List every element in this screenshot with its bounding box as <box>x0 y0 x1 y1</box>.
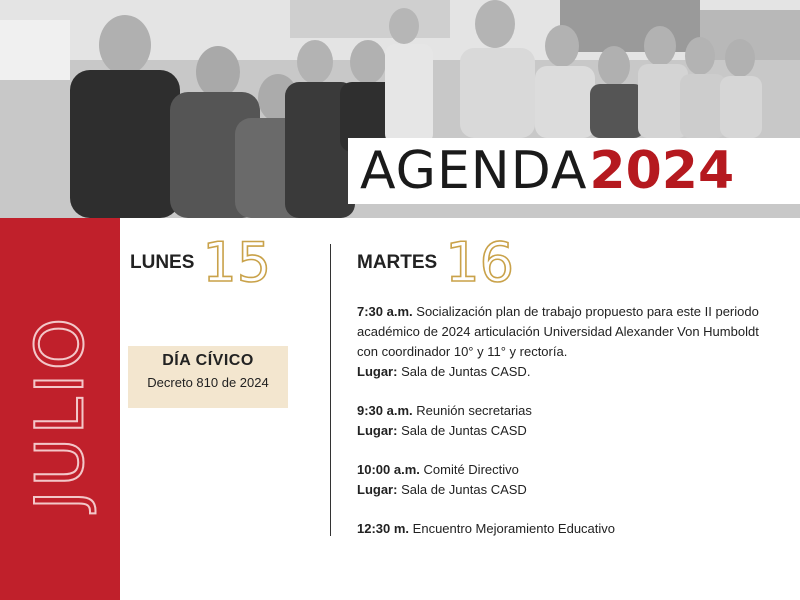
civic-day-decree: Decreto 810 de 2024 <box>147 375 269 390</box>
hero-photo <box>0 0 800 218</box>
event-place: Sala de Juntas CASD <box>401 482 527 497</box>
day-header-tuesday <box>357 231 514 294</box>
event-description: Encuentro Mejoramiento Educativo <box>412 521 616 536</box>
event-time: 9:30 a.m. <box>357 403 413 418</box>
event-item <box>357 519 777 539</box>
day-number-monday: 15 <box>202 231 272 294</box>
day-number-tuesday: 16 <box>445 231 514 294</box>
event-place: Sala de Juntas CASD. <box>401 364 531 379</box>
agenda-title-year: 2024 <box>589 141 735 201</box>
column-divider <box>330 244 331 536</box>
civic-day-box <box>128 346 288 408</box>
event-item <box>357 401 777 441</box>
agenda-title-word: AGENDA <box>360 141 588 201</box>
event-item <box>357 460 777 500</box>
event-place-label: Lugar: <box>357 423 398 438</box>
event-description: Socialización plan de trabajo propuesto para este II periodo académico de 2024 articulación Universidad Alexander Von Humboldt con coordinador 10° y 11° y rectoría. <box>357 304 759 359</box>
day-name-tuesday: MARTES <box>357 252 438 273</box>
event-description: Reunión secretarias <box>416 403 532 418</box>
day-name-monday: LUNES <box>130 252 195 273</box>
event-time: 10:00 a.m. <box>357 462 420 477</box>
event-description: Comité Directivo <box>423 462 519 477</box>
event-item <box>357 302 777 382</box>
event-place: Sala de Juntas CASD <box>401 423 527 438</box>
civic-day-title: DÍA CÍVICO <box>162 352 254 369</box>
event-place-label: Lugar: <box>357 482 398 497</box>
day-header-monday <box>130 231 272 294</box>
tuesday-events <box>357 302 777 558</box>
event-time: 7:30 a.m. <box>357 304 413 319</box>
agenda-title <box>348 138 800 204</box>
event-time: 12:30 m. <box>357 521 410 536</box>
event-place-label: Lugar: <box>357 364 398 379</box>
month-label: JULIO <box>21 314 99 510</box>
